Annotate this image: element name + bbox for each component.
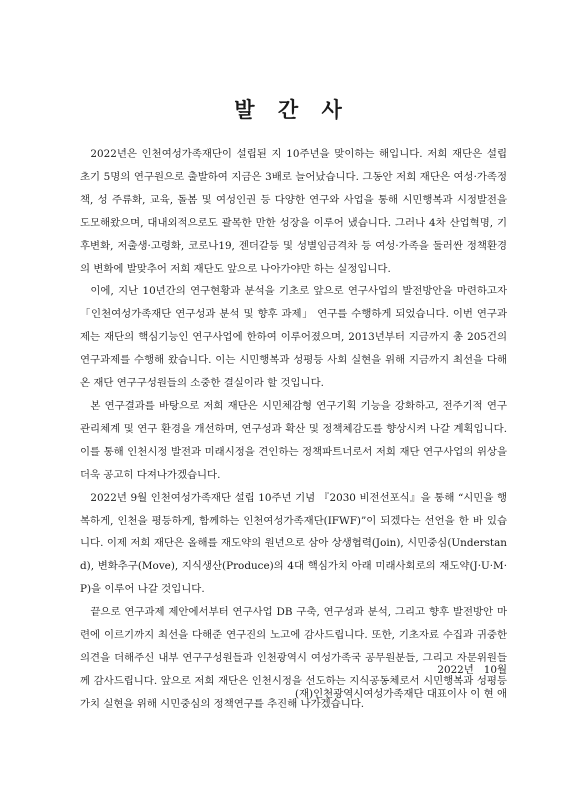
page-title: 발 간 사 <box>234 97 350 122</box>
body-text <box>80 143 507 716</box>
paragraph: 끝으로 연구과제 제안에서부터 연구사업 DB 구축, 연구성과 분석, 그리고 향후 발전방안 마련에 이르기까지 최선을 다해준 연구진의 노고에 감사드립니다. 또한, 기초자료 수집과 귀중한 의견을 더해주신 내부 연구구성원들과 인천광역시 여성가족국 공무원분들, 그리고 자문위원들께 감사드립니다. 앞으로 저희 재단은 인천시정을 선도하는 지식공동체로서 시민행복과 성평등 가치 실현을 위해 시민중심의 정책연구를 추진해 나가겠습니다. <box>80 606 507 710</box>
signature: (재)인천광역시여성가족재단 대표이사 이 현 애 <box>294 688 507 700</box>
paragraph: 2022년 9월 인천여성가족재단 설립 10주년 기념 『2030 비전선포식』을 통해 “시민을 행복하게, 인천을 평등하게, 함께하는 인천여성가족재단(IFWF)”이 되겠다는 선언을 한 바 있습니다. 이제 저희 재단은 올해를 재도약의 원년으로 삼아 상생협력(Join), 시민중심(Understand), 변화추구(Move), 지식생산(Produce)의 4대 핵심가치 아래 미래사회로의 재도약(J·U·M·P)을 이루어 나갈 것입니다. <box>80 491 507 596</box>
paragraph: 2022년은 인천여성가족재단이 설립된 지 10주년을 맞이하는 해입니다. 저희 재단은 설립 초기 5명의 연구원으로 출발하여 지금은 3배로 늘어났습니다. 그동안 저희 재단은 여성·가족정책, 성 주류화, 교육, 돌봄 및 여성인권 등 다양한 연구와 사업을 통해 시민행복과 시정발전을 도모해왔으며, 대내외적으로도 괄목한 만한 성장을 이루어 냈습니다. 그러나 4차 산업혁명, 기후변화, 저출생·고령화, 코로나19, 젠더갈등 및 성별임금격차 등 여성·가족을 둘러싼 정책환경의 변화에 발맞추어 저희 재단도 앞으로 나아가야만 하는 실정입니다. <box>80 148 507 275</box>
paragraph: 이에, 지난 10년간의 연구현황과 분석을 기초로 앞으로 연구사업의 발전방안을 마련하고자 「인천여성가족재단 연구성과 분석 및 향후 과제」 연구를 수행하게 되었습니다. 이번 연구과제는 재단의 핵심기능인 연구사업에 한하여 이루어졌으며, 2013년부터 지금까지 총 205건의 연구과제를 수행해 왔습니다. 이는 시민행복과 성평등 사회 실현을 위해 지금까지 최선을 다해 온 재단 연구구성원들의 소중한 결실이라 할 것입니다. <box>80 285 507 390</box>
paragraph: 본 연구결과를 바탕으로 저희 재단은 시민체감형 연구기획 기능을 강화하고, 전주기적 연구관리체계 및 연구 환경을 개선하며, 연구성과 확산 및 정책체감도를 향상시켜 나갈 계획입니다. 이를 통해 인천시정 발전과 미래시정을 견인하는 정책파트너로서 저희 재단 연구사업의 위상을 더욱 공고히 다져나가겠습니다. <box>80 399 507 481</box>
publication-date: 2022년 10월 <box>437 664 507 676</box>
